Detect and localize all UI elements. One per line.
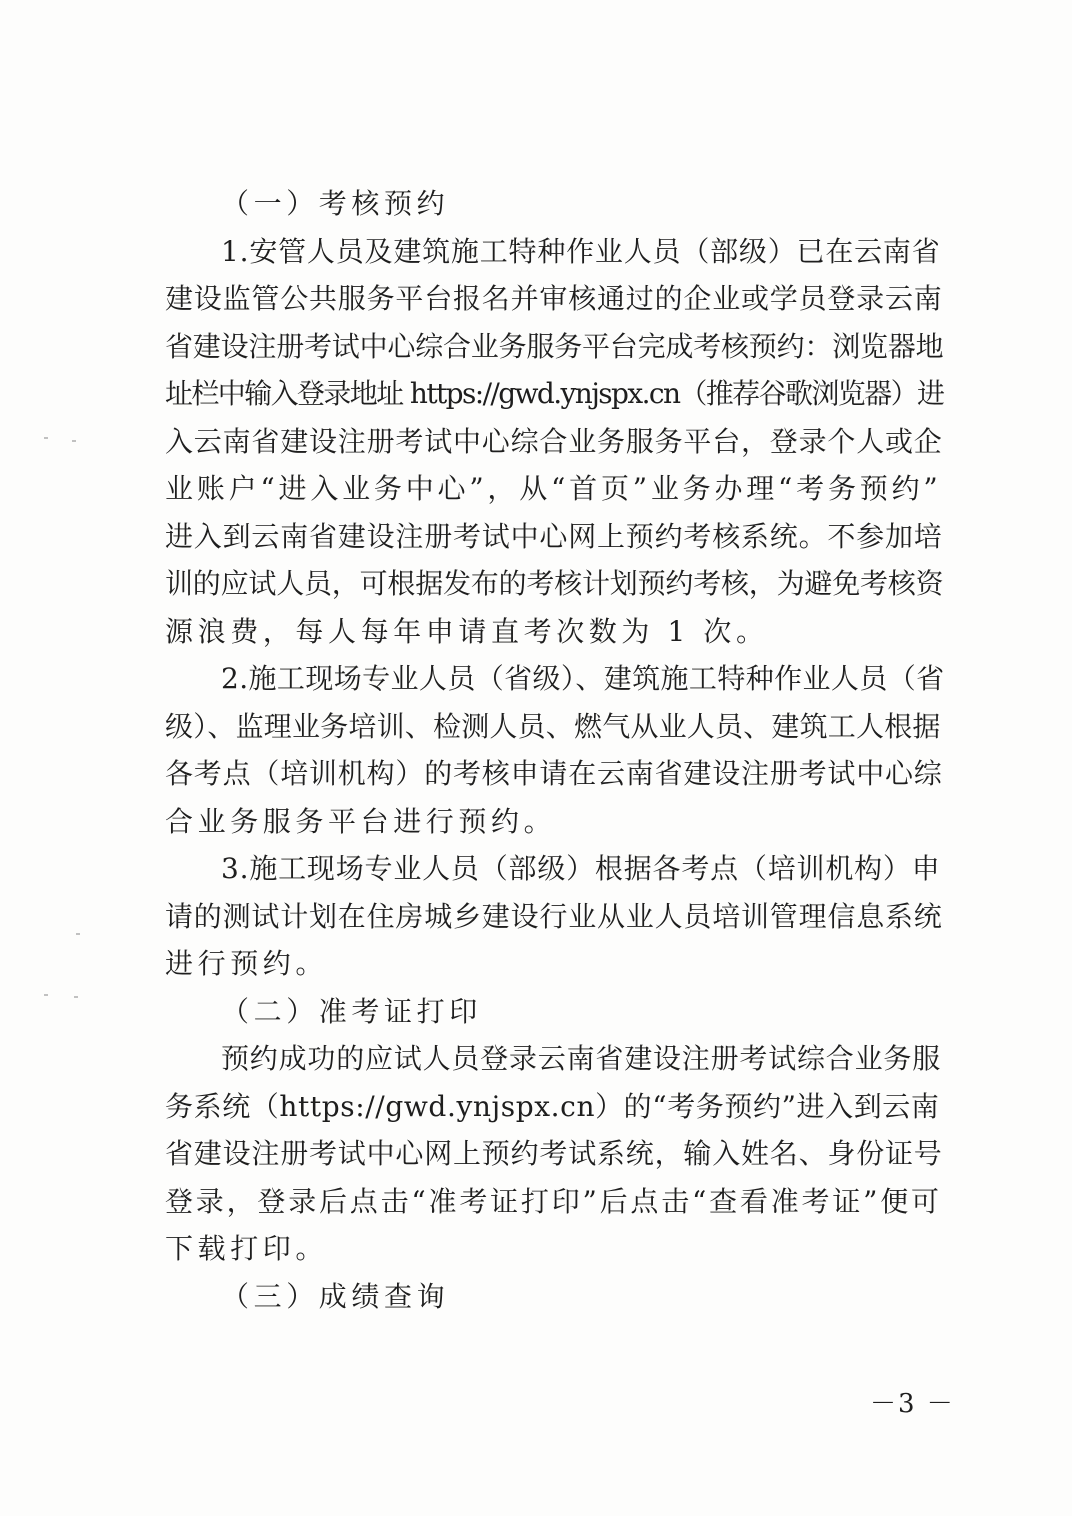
text-line: 训的应试人员，可根据发布的考核计划预约考核，为避免考核资 [165, 567, 944, 600]
text-line: 合业务服务平台进行预约。 [165, 804, 557, 838]
text-line: 省建设注册考试中心网上预约考试系统，输入姓名、身份证号 [165, 1137, 943, 1170]
text-line: 3.施工现场专业人员（部级）根据各考点（培训机构）申 [221, 852, 941, 885]
paragraph-1-1 [165, 228, 945, 656]
text-line: 各考点（培训机构）的考核申请在云南省建设注册考试中心综 [165, 757, 943, 790]
document-body [165, 180, 945, 1320]
text-line: 入云南省建设注册考试中心综合业务服务平台，登录个人或企 [165, 424, 943, 458]
text-line: 进入到云南省建设注册考试中心网上预约考核系统。不参加培 [165, 519, 943, 553]
section-heading-appointment: （一）考核预约 [221, 187, 450, 220]
scan-speck [44, 994, 48, 996]
scan-speck [72, 440, 76, 442]
text-line: 址栏中输入登录地址 https://gwd.ynjspx.cn（推荐谷歌浏览器）进 [165, 377, 944, 410]
text-line: 预约成功的应试人员登录云南省建设注册考试综合业务服 [221, 1042, 942, 1075]
text-line: 登录，登录后点击“准考证打印”后点击“查看准考证”便可 [165, 1184, 942, 1218]
scan-speck [44, 437, 48, 439]
paragraph-2-1 [165, 1035, 945, 1273]
scan-speck [76, 933, 80, 935]
paragraph-1-3 [165, 845, 945, 988]
text-line: 2.施工现场专业人员（省级）、建筑施工特种作业人员（省 [221, 662, 945, 695]
text-line: 建设监管公共服务平台报名并审核通过的企业或学员登录云南 [165, 282, 943, 315]
text-line: 进行预约。 [165, 947, 329, 980]
text-line: 业账户“进入业务中心”，从“首页”业务办理“考务预约” [165, 472, 942, 505]
text-line: 省建设注册考试中心综合业务服务平台完成考核预约：浏览器地 [165, 329, 944, 363]
text-line: 级）、监理业务培训、检测人员、燃气从业人员、建筑工人根据 [165, 709, 941, 743]
paragraph-1-2 [165, 655, 945, 845]
page-number: －3 － [870, 1389, 955, 1419]
section-heading-admission-ticket: （二）准考证打印 [221, 994, 482, 1028]
text-line: 请的测试计划在住房城乡建设行业从业人员培训管理信息系统 [165, 899, 943, 933]
text-line: 源浪费，每人每年申请直考次数为 1 次。 [165, 614, 769, 648]
text-line: 1.安管人员及建筑施工特种作业人员（部级）已在云南省 [221, 234, 941, 268]
text-line: 务系统（https://gwd.ynjspx.cn）的“考务预约”进入到云南 [165, 1089, 940, 1123]
section-heading-score-query: （三）成绩查询 [221, 1279, 450, 1313]
scan-speck [74, 996, 78, 998]
text-line: 下载打印。 [165, 1232, 329, 1265]
